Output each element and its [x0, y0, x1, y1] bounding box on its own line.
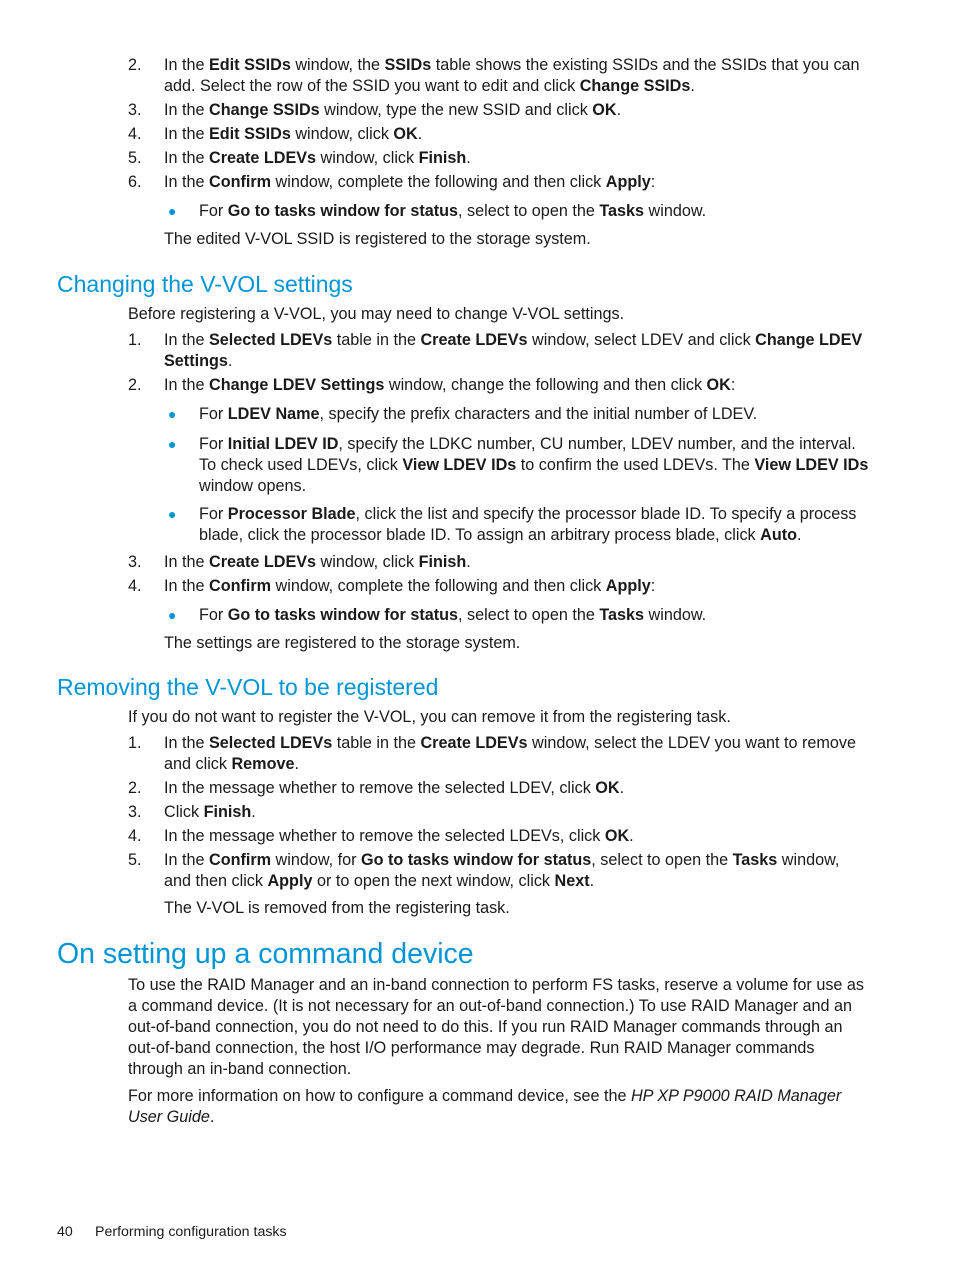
command-device-reference: For more information on how to configure a command device, see the HP XP P9000 RAID Manager User Guide.: [128, 1087, 842, 1126]
vvol-intro: Before registering a V-VOL, you may need to change V-VOL settings.: [128, 305, 625, 323]
step-result-note: The edited V-VOL SSID is registered to the storage system.: [164, 230, 591, 248]
page-number: 40: [57, 1224, 73, 1240]
referenced-guide-title: HP XP P9000 RAID Manager User Guide: [128, 1087, 842, 1126]
step-number: 1.: [128, 331, 142, 349]
step-6: 6. In the Confirm window, complete the following and then click Apply:: [128, 173, 656, 191]
step-5: 5. In the Create LDEVs window, click Finish.: [128, 149, 471, 167]
step-number: 4.: [128, 577, 142, 595]
step-number: 1.: [128, 734, 142, 752]
step-1: 1. In the Selected LDEVs table in the Create LDEVs window, select LDEV and click Change LDEV Settings.: [128, 331, 863, 370]
step-number: 5.: [128, 851, 142, 869]
remove-intro: If you do not want to register the V-VOL, you can remove it from the registering task.: [128, 708, 731, 726]
step-3: 3. In the Change SSIDs window, type the new SSID and click OK.: [128, 101, 622, 119]
bullet-icon: ●: [168, 406, 177, 422]
step-result-note: The V-VOL is removed from the registering task.: [164, 899, 510, 917]
step-number: 3.: [128, 101, 142, 119]
step-2: 2. In the message whether to remove the selected LDEV, click OK.: [128, 779, 625, 797]
bullet-icon: ●: [168, 506, 177, 522]
section-heading-vvol-settings: Changing the V-VOL settings: [57, 271, 353, 297]
step-2: 2. In the Edit SSIDs window, the SSIDs table shows the existing SSIDs and the SSIDs that you can add. Select the row of the SSID you want to edit and click Change SSIDs.: [128, 56, 860, 95]
step-number: 2.: [128, 56, 142, 74]
bullet-item: ● For Processor Blade, click the list and specify the processor blade ID. To specify a process blade, click the processor blade ID. To assign an arbitrary process blade, click Auto.: [168, 505, 857, 544]
step-number: 3.: [128, 553, 142, 571]
command-device-paragraph: To use the RAID Manager and an in-band connection to perform FS tasks, reserve a volume for use as a command device. (It is not necessary for an out-of-band connection.) To use RAID Manager and an out-of-band connection, you do not need to do this. If you run RAID Manager commands through an out-of-band connection, the host I/O performance may degrade. Run RAID Manager commands through an in-band connection.: [128, 976, 865, 1078]
step-number: 6.: [128, 173, 142, 191]
step-4: 4. In the Edit SSIDs window, click OK.: [128, 125, 423, 143]
step-number: 5.: [128, 149, 142, 167]
bullet-icon: ●: [168, 203, 177, 219]
bullet-icon: ●: [168, 607, 177, 623]
step-5: 5. In the Confirm window, for Go to tasks window for status, select to open the Tasks window, and then click Apply or to open the next window, click Next.: [128, 851, 840, 890]
step-4: 4. In the message whether to remove the selected LDEVs, click OK.: [128, 827, 634, 845]
ssid-steps: [128, 55, 870, 250]
step-number: 3.: [128, 803, 142, 821]
step-2: 2. In the Change LDEV Settings window, change the following and then click OK:: [128, 376, 736, 394]
step-3: 3. In the Create LDEVs window, click Finish.: [128, 553, 471, 571]
step-1: 1. In the Selected LDEVs table in the Create LDEVs window, select the LDEV you want to remove and click Remove.: [128, 734, 856, 773]
step-4: 4. In the Confirm window, complete the following and then click Apply:: [128, 577, 656, 595]
chapter-title: Performing configuration tasks: [95, 1224, 287, 1240]
step-number: 4.: [128, 827, 142, 845]
bullet-icon: ●: [168, 436, 177, 452]
step-3: 3. Click Finish.: [128, 803, 256, 821]
bullet-item: ● For LDEV Name, specify the prefix characters and the initial number of LDEV.: [168, 405, 758, 423]
step-result-note: The settings are registered to the storage system.: [164, 634, 521, 652]
vvol-steps: [128, 330, 870, 654]
bullet-item: ● For Go to tasks window for status, select to open the Tasks window.: [168, 606, 707, 624]
bullet-item: ● For Go to tasks window for status, select to open the Tasks window.: [168, 202, 707, 220]
bullet-item: ● For Initial LDEV ID, specify the LDKC number, CU number, LDEV number, and the interval. To check used LDEVs, click View LDEV IDs to confirm the used LDEVs. The View LDEV IDs window opens.: [168, 435, 869, 495]
step-number: 2.: [128, 779, 142, 797]
section-heading-remove-vvol: Removing the V-VOL to be registered: [57, 674, 439, 700]
remove-steps: [128, 733, 870, 919]
section-heading-command-device: On setting up a command device: [57, 938, 474, 970]
step-number: 2.: [128, 376, 142, 394]
page-footer: [57, 1222, 287, 1242]
step-number: 4.: [128, 125, 142, 143]
